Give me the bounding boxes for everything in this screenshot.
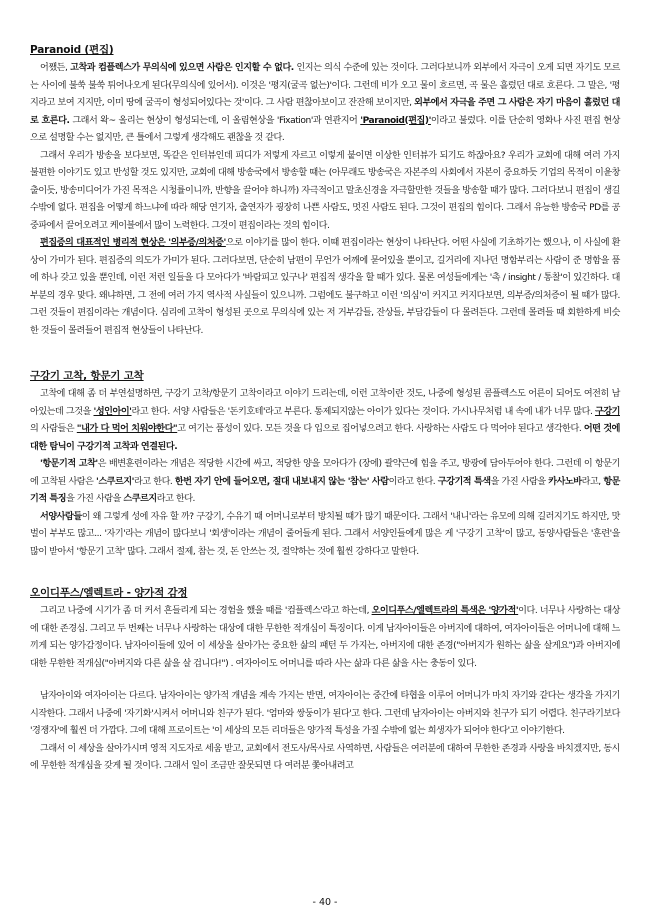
paragraph [30, 741, 620, 776]
text-run: 이라고 불렀다. 이를 단순히 영화나 사진 편집 현상으로 설명할 수는 없지만, 큰 틀에서 그렇게 생각해도 괜찮을 것 같다. [30, 115, 620, 143]
emphasized-text: 항문기적 특징 [30, 476, 620, 504]
text-run: 을 가진 사람을 [490, 476, 549, 487]
emphasized-text: 구강기 [594, 406, 620, 417]
text-run: 고착에 대해 좀 더 부연설명하면, 구강기 고착/항문기 고착이라고 이야기 드리는데, 이런 고착이란 것도, 나중에 형성된 콤플렉스도 어른이 되어도 여전히 남아있는데 그것을 [30, 389, 620, 417]
emphasized-text: 한번 자기 안에 들어오면, 절대 내보내지 않는 '참는' 사람 [174, 476, 389, 487]
section-heading-oedipus: 오이디푸스/엘렉트라 - 양가적 감정 [30, 587, 188, 599]
text-run: 이 왜 그렇게 성에 자유 할 까? 구강기, 수유기 때 어머니로부터 방치될 때가 많기 때문이다. 그래서 '내니'라는 유모에 의해 길러지기도 하지만, 맛벌이 부부도 많고... '자기'라는 개념이 많다보니 '회생'이라는 개념이 줄어들게 된다. 그래서 서양인들에게 많은 게 '구강기 고착'이 많고, 동양사람들은 '훈련'을 많이 받아서 '항문기 고착' 많다. 그래서 절제, 참는 것, 돈 안쓰는 것, 절약하는 것에 훨씬 강하다고 말한다. [30, 511, 620, 557]
text-run: 남자아이와 여자아이는 다르다. 남자아이는 양가적 개념을 계속 가지는 반면, 여자아이는 중간에 타협을 이루어 어머니가 마치 자기와 같다는 생각을 가지기 시작한다. 그래서 나중에 '자기화'시켜서 어머니와 친구가 된다. '엄마와 쌍둥이가 된다'고 한다. 그런데 남자아이는 아버지와 친구가 되기 어렵다. 친구라기보다 '경쟁자'에 훨씬 더 가깝다. 그에 대해 프로이트는 '이 세상의 모든 리더들은 양가적 특성을 가질 수밖에 없는 희생자가 되어야 한다'고 이야기한다. [30, 691, 620, 736]
text-run: 라고, [581, 476, 604, 487]
text-run: 그래서 우리가 방송을 보다보면, 똑같은 인터뷰인데 피디가 저렇게 자르고 이렇게 붙이면 이상한 인터뷰가 되기도 하잖아요? 우리가 교회에 대해 여러 가지 불편한 이야기도 있고 반성할 것도 있지만, 교회에 대해 방송국에서 방송할 때는 (아무래도 방송국은 자본주의 사회에서 자본이 중요하듯 기업의 목적이 이윤창출이듯, 방송미디어가 가진 목적은 시청률이니까, 반향을 끌어야 하니까) 자극적이고 말초신경을 자극할만한 것들을 방송할 때가 많다. 그러다보니 편집이 생길 수밖에 없다. 편집을 어떻게 하느냐에 따라 해당 연기자, 출연자가 굉장히 나쁜 사람도, 멋진 사람도 된다. 그것이 편집의 힘이다. 그래서 유능한 방송국 PD를 공중파에서 끌어오려고 케이블에서 많이 노력한다. 그것이 편집이라는 것의 힘이다. [30, 150, 620, 231]
emphasized-text: 구강기적 특색 [437, 476, 491, 487]
text-run: 그래서 이 세상을 살아가시며 영적 지도자로 세움 받고, 교회에서 전도사/목사로 사역하면, 사람들은 여러분에 대하여 무한한 존경과 사랑을 바치겠지만, 동시에 무한한 적개심을 갖게 될 것이다. 그래서 일이 조금만 잘못되면 다 여러분 쫓아내려고 [30, 743, 620, 771]
section-heading-paranoid: Paranoid (편집) [30, 44, 114, 56]
page-number: - 40 - [312, 897, 338, 908]
emphasized-text: '스쿠르지' [96, 476, 135, 487]
paragraph [30, 456, 620, 509]
text-run: 그리고 나중에 시기가 좀 더 커서 흔들리게 되는 경험을 했을 때를 '컴플렉스'라고 하는데, [40, 606, 372, 616]
emphasized-text: 스쿠르지 [123, 494, 157, 504]
text-run: 라고 한다. 서양 사람들은 '돈키호테'라고 부른다. 통제되지않는 아이가 있다는 것이다. 가시나무처럼 내 속에 내가 너무 많다. [131, 406, 595, 417]
emphasized-text: '항문기적 고착' [40, 459, 98, 469]
paragraph [30, 386, 620, 456]
text-run: 이다. 너무나 사랑하는 대상에 대한 존경심. 그리고 두 번째는 너무나 사랑하는 대상에 대한 무한한 적개심이 특징이다. 이게 남자아이들은 아버지에 대하여, 여자아이들은 어머니에 대해 느끼게 되는 양가감정이다. 남자아이들에 있어 이 세상을 살아가는 중요한 삶의 패턴 두 가지는, 아버지에 대한 존경("아버지가 원하는 삶을 살게요")과 아버지에 대한 무한한 적개심("아버지와 다른 삶을 살 겁니다!") . 여자아이도 어머니를 따라 사는 삶과 다른 삶을 사는 충동이 있다. [30, 606, 620, 669]
text-run: 으로 이야기를 많이 한다. 이때 편집이라는 현상이 나타난다. 어떤 사실에 기초하기는 했으나, 이 사실에 환상이 가미가 된다. 편집증의 의도가 가미가 된다. 그러다보면, 단순히 남편이 무언가 어깨에 묻어있을 뿐이고, 길거리에 지나던 명함부리는 사람이 준 명함을 품에 하나 갖고 있을 뿐인데, 이런 저런 일들을 다 모아다가 '바람피고 있구나' 편집적 생각을 할 때가 있다. 물론 여성들에게는 '촉 / insight / 통찰'이 있긴하다. 대부분의 경우 맞다. 왜냐하면, 그 전에 여러 가지 역사적 사실들이 있으니까. 그럼에도 불구하고 이런 '의심'이 커지고 커지다보면, 의부증/의처증이 될 때가 많다. 그런 것들이 편집이라는 개념이다. 심리에 고착이 형성된 곳으로 무의식에 있는 저 거부감들, 잔상들, 부담감들이 다 몰려든다. 그런데 몰려들 때 회한하게 비슷한 것들이 몰려들어 편집적 현상들이 나타난다. [30, 238, 620, 336]
emphasized-text: 서양사람들 [40, 511, 82, 522]
text-run: 을 가진 사람을 [66, 494, 124, 504]
emphasized-text: 편집증의 대표적인 병리적 현상은 '의부증/의처증' [40, 238, 226, 248]
text-run: 고 여기는 품성이 있다. 모든 것을 다 입으로 집어넣으려고 한다. 사랑하는 사람도 다 먹어야 된다고 생각한다. [177, 424, 584, 434]
emphasized-text: 고착과 컴플렉스가 무의식에 있으면 사람은 인지할 수 없다. [70, 63, 294, 73]
emphasized-text: 오이디푸스/엘렉트라의 특색은 '양가적' [371, 606, 519, 616]
paragraph [30, 60, 620, 148]
emphasized-text: 외부에서 자극을 주면 그 사람은 자기 마음이 흘렀던 대로 흐른다. [30, 98, 620, 126]
text-run: 이라고 한다. [388, 476, 438, 487]
paragraph [30, 235, 620, 340]
emphasized-text: 'Paranoid(편집)' [360, 115, 431, 126]
paragraph [30, 688, 620, 741]
text-run: 라고 한다. [156, 494, 195, 504]
emphasized-text: "내가 다 먹어 치워야한다" [76, 424, 178, 434]
paragraph [30, 509, 620, 562]
emphasized-text: 어떤 것에 대한 탐닉이 구강기적 고착과 연결된다. [30, 424, 620, 452]
text-run: 은 배변훈련이라는 개념은 적당한 시간에 싸고, 적당한 양을 모아다가 (장에) 괄약근에 힘을 주고, 방광에 담아두어야 한다. 그런데 이 항문기에 고착된 사람은 [30, 459, 620, 487]
text-run: 의 사람들은 [30, 424, 77, 434]
paragraph [30, 148, 620, 236]
section-heading-fixation: 구강기 고착, 항문기 고착 [30, 370, 144, 382]
emphasized-text: 카사노바 [548, 476, 582, 487]
paragraph [30, 603, 620, 673]
text-run: 어쨌든, [40, 63, 71, 73]
text-run: 라고 한다. [134, 476, 175, 487]
emphasized-text: '성인아이' [93, 406, 132, 417]
text-run: 인지는 의식 수준에 있는 것이다. 그러다보니까 외부에서 자극이 오게 되면 자기도 모르는 사이에 불쑥 불쑥 튀어나오게 된다(무의식에 있어서). 이것은 '평지(굴곡 없는)'이다. 그런데 비가 오고 물이 흐르면, 곡 물은 흘렀던 대로 흐른다. 그 말은, '평지라고 보여 지지만, 이미 땅에 굴곡이 형성되어있다는 것'이다. 그 사람 편찮아보이고 잔잔해 보이지만, [30, 63, 621, 108]
text-run: 그래서 왁~ 올리는 현상이 형성되는데, 이 올림현상을 'Fixation'과 연관지어 [69, 115, 361, 126]
